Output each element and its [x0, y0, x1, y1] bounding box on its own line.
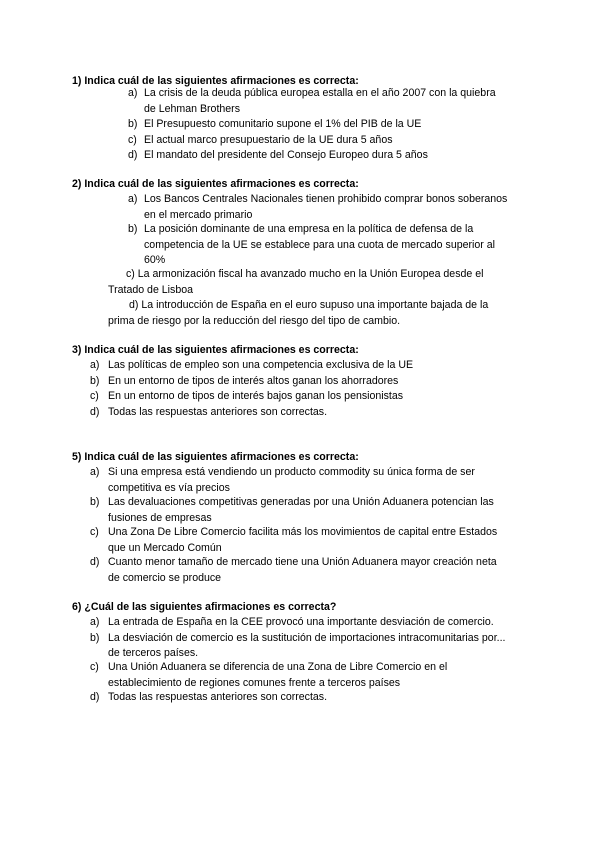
option-text: Cuanto menor tamaño de mercado tiene una Unión Aduanera mayor creación neta — [108, 556, 497, 568]
option-text: Una Zona De Libre Comercio facilita más los movimientos de capital entre Estados — [108, 526, 498, 538]
option-label: b) — [90, 496, 100, 508]
option-text: 60% — [144, 254, 166, 266]
option-label: b) — [90, 631, 100, 644]
option-text: El Presupuesto comunitario supone el 1% del PIB de la UE — [144, 118, 422, 130]
option-label: b) — [128, 223, 138, 235]
option-text: fusiones de empresas — [108, 511, 212, 524]
option-text: Todas las respuestas anteriores son correctas. — [108, 405, 328, 418]
q2-option-c-line1: c) La armonización fiscal ha avanzado mucho en la Unión Europea desde el — [126, 268, 484, 280]
option-text: competencia de la UE se establece para una cuota de mercado superior al — [144, 238, 495, 251]
option-text: Los Bancos Centrales Nacionales tienen prohibido comprar bonos soberanos — [144, 193, 508, 205]
option-text: en el mercado primario — [144, 208, 253, 221]
q2-option-d-line1: d) La introducción de España en el euro supuso una importante bajada de la — [129, 299, 489, 311]
option-text: competitiva es vía precios — [108, 481, 230, 494]
option-text: Si una empresa está vendiendo un producto commodity su única forma de ser — [108, 466, 475, 478]
option-label: a) — [128, 193, 138, 205]
option-label: c) — [90, 661, 99, 673]
option-text: La entrada de España en la CEE provocó una importante desviación de comercio. — [108, 616, 494, 628]
option-label: a) — [90, 616, 100, 628]
option-text: La crisis de la deuda pública europea estalla en el año 2007 con la quiebra — [144, 87, 496, 99]
option-label: b) — [128, 118, 138, 130]
option-text: El actual marco presupuestario de la UE dura 5 años — [144, 133, 393, 146]
option-text: que un Mercado Común — [108, 541, 222, 554]
question-5-title: 5) Indica cuál de las siguientes afirmaciones es correcta: — [72, 451, 359, 463]
option-text: Las políticas de empleo son una competencia exclusiva de la UE — [108, 359, 414, 371]
option-label: a) — [90, 466, 100, 478]
option-label: d) — [128, 149, 138, 161]
option-label: a) — [90, 359, 100, 371]
option-text: La desviación de comercio es la sustitución de importaciones intracomunitarias por... — [108, 631, 506, 644]
q2-option-d-line2: prima de riesgo por la reducción del riesgo del tipo de cambio. — [108, 315, 401, 327]
question-3-title: 3) Indica cuál de las siguientes afirmaciones es correcta: — [72, 344, 359, 356]
option-text: Una Unión Aduanera se diferencia de una Zona de Libre Comercio en el — [108, 661, 448, 673]
option-label: a) — [128, 87, 138, 99]
option-text: Las devaluaciones competitivas generadas por una Unión Aduanera potencian las — [108, 496, 494, 508]
option-label: c) — [128, 133, 137, 146]
question-2-title: 2) Indica cuál de las siguientes afirmaciones es correcta: — [72, 178, 359, 190]
option-text: de Lehman Brothers — [144, 102, 240, 115]
q2-option-c-line2: Tratado de Lisboa — [108, 284, 194, 296]
option-text: En un entorno de tipos de interés altos ganan los ahorradores — [108, 374, 399, 387]
option-label: b) — [90, 374, 100, 387]
option-text: de terceros países. — [108, 647, 199, 659]
option-label: d) — [90, 556, 100, 568]
option-text: La posición dominante de una empresa en la política de defensa de la — [144, 223, 474, 235]
option-label: c) — [90, 526, 99, 538]
option-text: Todas las respuestas anteriores son correctas. — [108, 691, 328, 703]
question-1-title: 1) Indica cuál de las siguientes afirmaciones es correcta: — [72, 75, 359, 87]
option-label: d) — [90, 405, 100, 418]
option-text: En un entorno de tipos de interés bajos ganan los pensionistas — [108, 390, 404, 402]
question-6-title: 6) ¿Cuál de las siguientes afirmaciones es correcta? — [72, 601, 337, 613]
option-text: establecimiento de regiones comunes frente a terceros países — [108, 676, 401, 689]
option-label: d) — [90, 691, 100, 703]
option-text: El mandato del presidente del Consejo Europeo dura 5 años — [144, 149, 428, 161]
option-text: de comercio se produce — [108, 571, 222, 584]
option-label: c) — [90, 390, 99, 402]
